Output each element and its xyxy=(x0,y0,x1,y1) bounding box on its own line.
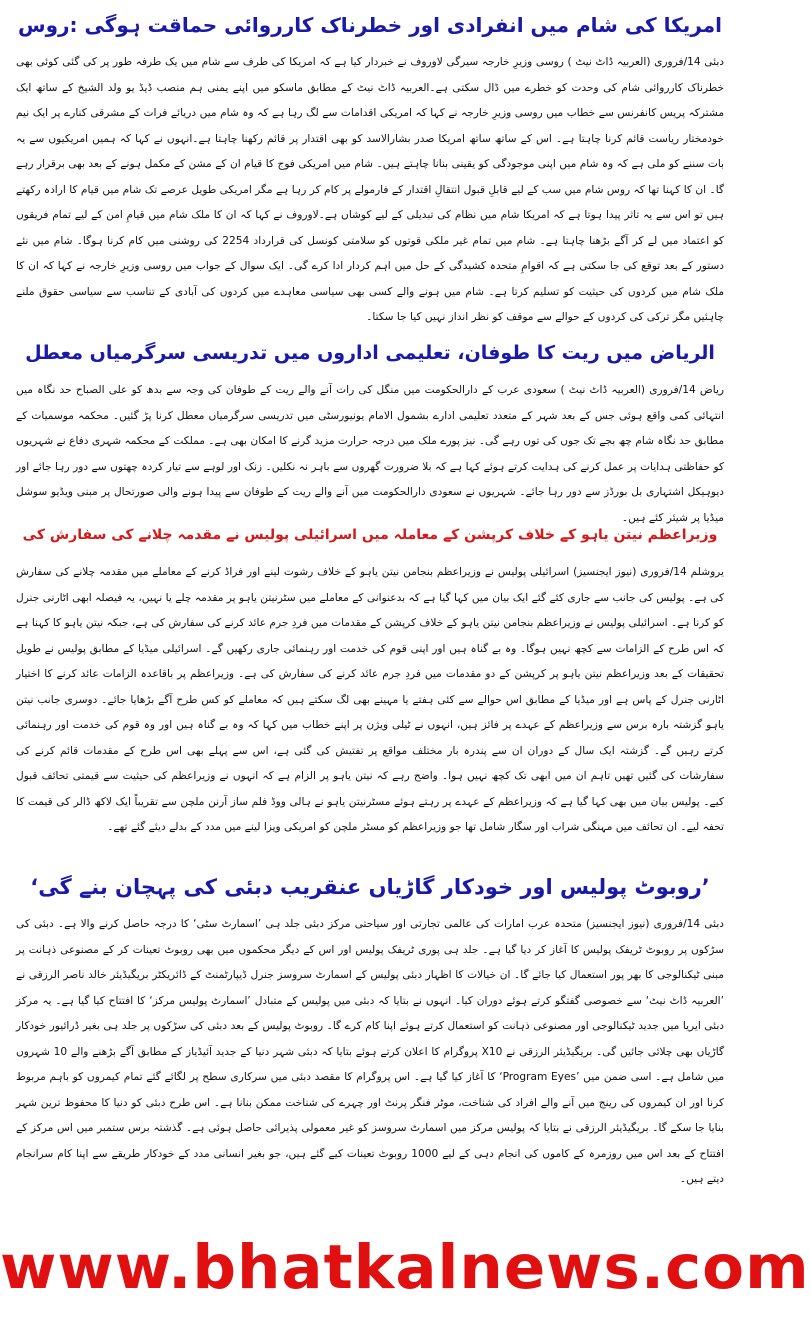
article-body: یروشلم 14/فروری (نیوز ایجنسیز) اسرائیلی پولیس نے وزیراعظم بنجامن نیتن یاہو کے خلاف رشوت لینے اور فراڈ کرنے کے معاملے میں مقدمہ چلانے کی سفارش کی ہے۔ پولیس کی جانب سے جاری کئے گئے ایک بیان میں کہا گیا ہے کہ بدعنوانی کے معاملے میں سٹرنیتن یاہو پر مقدمہ چلے یا نہیں، یہ فیصلہ ابھی اٹارنی جنرل کو کرنا ہے۔ اسرائیلی پولیس نے وزیراعظم بنجامن نیتن یاہو کے خلاف کرپشن کے مقدمات میں فردِ جرم عائد کرنے کی سفارش کی ہے، جبکہ نیتن یاہو کا کہنا ہے کہ اس طرح کے الزامات سے کچھ نہیں ہوگا۔ وہ بے گناہ ہیں اور اپنی قوم کی خدمت اور رہنمائی جاری رکھیں گے۔ اسرائیلی میڈیا کے مطابق پولیس نے طویل تحقیقات کے بعد وزیراعظم نیتن یاہو پر کرپشن کے دو مقدمات میں فردِ جرم عائد کرنے کی سفارش کی ہے۔ وزیراعظم پر باقاعدہ الزامات عائد کرنے کا اختیار اٹارنی جنرل کے پاس ہے اور میڈیا کے مطابق اس حوالے سے کئی ہفتے یا مہینے بھی لگ سکتے ہیں کہ معاملے کو کس طرح آگے بڑھایا جائے۔ دوسری جانب نیتن یاہو گزشتہ بارہ برس سے وزیراعظم کے عہدے پر فائز ہیں، انہوں نے ٹیلی ویژن پر اپنے خطاب میں کہا کہ وہ بے گناہ ہیں اور وہ قوم کی خدمت اور رہنمائی کرتے رہیں گے۔ گزشتہ ایک سال کے دوران ان سے پندرہ بار مختلف مواقع پر تفتیش کی گئی ہے، اس سے پہلے بھی اس طرح کے مقدمات قائم کرنے کی سفارشات کی گئیں تھیں تاہم ان میں ابھی تک کچھ نہیں ہوا۔ واضح رہے کہ نیتن یاہو پر الزام ہے کہ انہوں نے وزیراعظم کی حیثیت سے قیمتی تحائف قبول کیے۔ پولیس بیان میں بھی کہا گیا ہے کہ وزیراعظم کے عہدے پر رہتے ہوئے مسٹرنیتن یاہو نے ہالی ووڈ فلم ساز آرنن ملچن سے تقریباً ایک لاکھ ڈالر کی قیمت کا تحفہ لیے۔ ان تحائف میں مہنگی شراب اور سگار شامل تھا جو وزیراعظم کو مسٹر ملچن کو امریکی ویزا لینے میں مدد کے بدلے دیئے گئے تھے۔ xyxy=(16,566,724,833)
article-headline: امریکا کی شام میں انفرادی اور خطرناک کارروائی حماقت ہوگی :روس xyxy=(18,13,722,37)
article-body: دبئی 14/فروری (العربیہ ڈاٹ نیٹ ) روسی وزیرِ خارجہ سیرگی لاوروف نے خبردار کیا ہے کہ امریکا کی طرف سے شام میں یک طرفہ طور پر کی گئی کوئی بھی خطرناک کارروائی شام کی وحدت کو خطرے میں ڈال سکتی ہے۔العربیہ ڈاٹ نیٹ کے مطابق ماسکو میں اپنے یمنی ہم منصب ڈیڈ یو ولد الشیخ کے ساتھ ایک مشترکہ پریس کانفرنس سے خطاب میں روسی وزیرِ خارجہ نے کہا کہ امریکی اقدامات سے لگ رہا ہے کہ وہ شام میں دریائے فرات کے مشرقی کنارے پر ایک نیم خودمختار ریاست قائم کرنا چاہتا ہے۔ اس کے ساتھ ساتھ امریکا صدر بشارالاسد کو بھی اقتدار پر قائم رکھنا چاہتا ہے۔انہوں نے کہا کہ ہمیں امریکیوں سے یہ بات سننے کو ملی ہے کہ وہ شام میں اپنی موجودگی کو یقینی بنانا چاہتے ہیں۔ شام میں امریکی فوج کا قیام ان کے مشن کے مکمل ہونے کے بعد بھی برقرار رہے گا۔ ان کا کہنا تھا کہ روس شام میں سب کے لیے قابلِ قبول انتقالِ اقتدار کے فارمولے پر کام کر رہا ہے مگر امریکی طویل عرصے تک شام میں قیام کا ارادہ رکھتے ہیں تو اس سے یہ تاثر پیدا ہوتا ہے کہ امریکا شام میں نظام کی تبدیلی کے لیے کوشاں ہے۔لاوروف نے کہا کہ ان کا ملک شام میں قیامِ امن کے لیے تمام فریقوں کو اعتماد میں لے کر آگے بڑھنا چاہتا ہے۔ شام میں تمام غیر ملکی قوتوں کو سلامتی کونسل کی قرارداد 2254 کی روشنی میں کام کرنا ہوگا۔ شام میں نئے دستور کے بعد توقع کی جا سکتی ہے کہ اقوامِ متحدہ کشیدگی کے حل میں اہم کردار ادا کرے گی۔ ایک سوال کے جواب میں روسی وزیرِ خارجہ نے کہا کہ ان کا ملک شام میں کردوں کی حیثیت کو تسلیم کرتا ہے۔ شام میں ہونے والے کسی بھی سیاسی معاہدے میں کردوں کی آبادی کے تناسب سے سیاسی حقوق ملنے چاہئیں مگر ترکی کی کردوں کے حوالے سے موقف کو نظر انداز نہیں کیا جا سکتا۔ xyxy=(16,56,724,323)
article-body: ریاض 14/فروری (العربیہ ڈاٹ نیٹ ) سعودی عرب کے دارالحکومت میں منگل کی رات آنے والے ریت کے طوفان کی وجہ سے بدھ کو علی الصباح حد نگاہ میں انتہائی کمی واقع ہوئی جس کے بعد شہر کے متعدد تعلیمی ادارے بشمول الامام یونیورسٹی میں تدریسی سرگرمیاں معطل کرنا پڑ گئیں۔ محکمہ موسمیات کے مطابق حد نگاہ شام چھ بجے تک جوں کی توں رہے گی۔ نیز پورے ملک میں درجہ حرارت مزید گرنے کا امکان بھی ہے۔ مملکت کے محکمہ شہری دفاع نے شہریوں کو حفاظتی ہدایات پر عمل کرنے کی ہدایت کرتے ہوئے کہا ہے کہ بلا ضرورت گھروں سے باہر نہ نکلیں۔ زنک اور لوہے سے تیار کردہ چھتوں سے دور رہا جائے اور دیوہیکل اشتہاری بل بورڈز سے دور رہا جائے۔ شہریوں نے سعودی دارالحکومت میں آنے والے ریت کے طوفان سے پیدا ہونے والی صورتحال پر مبنی ویڈیو سوشل میڈیا پر شیئر کئے ہیں۔ xyxy=(16,384,725,524)
article-body: دبئی 14/فروری (نیوز ایجنسیز) متحدہ عرب امارات کی عالمی تجارتی اور سیاحتی مرکز دبئی جلد ہی ’اسمارٹ سٹی‘ کا درجہ حاصل کرنے والا ہے۔ دبئی کی سڑکوں پر روبوٹ ٹریفک پولیس کا آغاز کر دیا گیا ہے۔ جلد ہی پوری ٹریفک پولیس اور اس کے دیگر محکموں میں بھی روبوٹ تعینات کر کے مصنوعی ذہانت پر مبنی ٹیکنالوجی کا بھر پور استعمال کیا جائے گا۔ ان خیالات کا اظہار دبئی پولیس کے اسمارٹ سروسز جنرل ڈیپارٹمنٹ کے ڈائریکٹر بریگیڈیئر خالد ناصر الرزقی نے ’العربیہ ڈاٹ نیٹ‘ سے خصوصی گفتگو کرتے ہوئے دوران کیا۔ انہوں نے بتایا کہ دبئی میں پولیس کے متبادل ’اسمارٹ پولیس مرکز‘ کا افتتاح کیا گیا ہے۔ یہ مرکز دبئی ایریا میں جدید ٹیکنالوجی اور مصنوعی ذہانت کو استعمال کرتے ہوئے اپنا کام کرے گا۔ روبوٹ پولیس کے بعد دبئی کی سڑکوں پر جلد ہی بغیر ڈرائیور خودکار گاڑیاں بھی چلائی جائیں گی۔ بریگیڈیئر الرزقی نے X10 پروگرام کا اعلان کرتے ہوئے بتایا کہ دبئی شہر دنیا کے جدید آئیڈیاز کے مطابق آگے بڑھنے والے 10 شہروں میں شامل ہے۔ اسی ضمن میں ’Program Eyes‘ کا آغاز کیا گیا ہے۔ اس پروگرام کا مقصد دبئی میں سرکاری سطح پر لگائے گئے تمام کیمروں کو باہم مربوط کرنا اور ان کیمروں کی رینج میں آنے والے افراد کی شناخت، موٹر فنگر پرنٹ اور چہرے کی شناخت ممکن بنانا ہے۔ اس طرح دبئی کو دنیا کا محفوظ ترین شہر بنایا جا سکے گا۔ بریگیڈیئر الرزقی نے بتایا کہ پولیس مرکز میں اسمارٹ سروسز کو غیر معمولی پذیرائی حاصل ہوئی ہے۔ گذشتہ برس ستمبر میں اس مرکز کے افتتاح کے بعد اس میں روزمرہ کے کاموں کی انجام دہی کے لیے 1000 روبوٹ تعینات کیے گئے ہیں، جو بغیر انسانی مدد کے خودکار طریقے سے اپنا کام سرانجام دیتے ہیں۔ xyxy=(16,918,725,1185)
article-headline: الریاض میں ریت کا طوفان، تعلیمی اداروں میں تدریسی سرگرمیاں معطل xyxy=(25,342,715,364)
article-russia-syria xyxy=(16,6,724,324)
article-netanyahu-corruption xyxy=(16,516,724,860)
article-headline: وزیراعظم نیتن یاہو کے خلاف کرپشن کے معاملہ میں اسرائیلی پولیس نے مقدمہ چلانے کی سفارش کی xyxy=(22,527,718,543)
article-riyadh-sandstorm xyxy=(16,334,725,524)
website-banner: www.bhatkalnews.com xyxy=(0,1232,810,1303)
article-dubai-robot-police xyxy=(16,868,724,1188)
article-headline: ’روبوٹ پولیس اور خودکار گاڑیاں عنقریب دبئی کی پہچان بنے گی‘ xyxy=(30,875,710,899)
